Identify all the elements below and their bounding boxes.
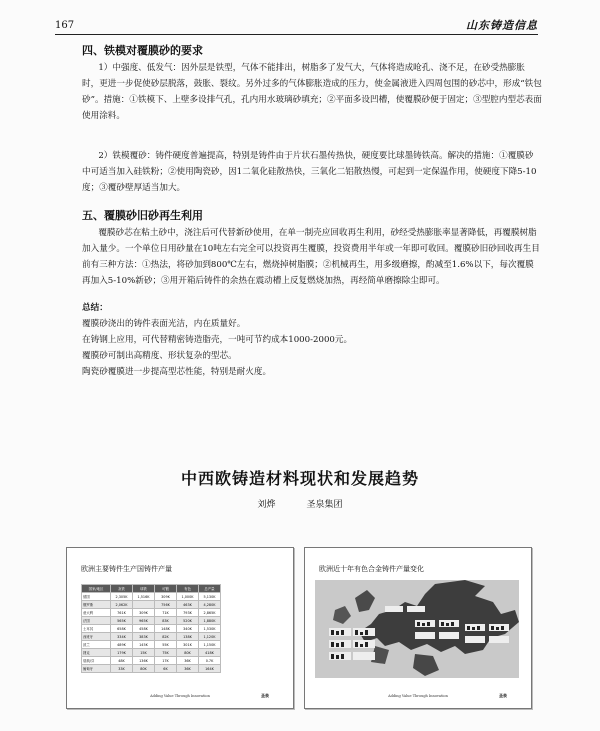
table-cell: 17K bbox=[155, 657, 177, 665]
table-row bbox=[82, 633, 221, 641]
table-cell: 1,120K bbox=[199, 633, 221, 641]
slide1-footer: Adding Value Through Innovation bbox=[150, 694, 210, 698]
table-cell: 383K bbox=[133, 633, 155, 641]
table-cell: 756K bbox=[155, 601, 177, 609]
table-cell: 36K bbox=[177, 657, 199, 665]
table-row bbox=[82, 641, 221, 649]
slide-production-table bbox=[66, 547, 294, 709]
table-cell: 179K bbox=[111, 649, 133, 657]
table-row bbox=[82, 617, 221, 625]
table-cell: 136K bbox=[133, 657, 155, 665]
table-cell: 波兰 bbox=[82, 641, 111, 649]
table-cell: 西班牙 bbox=[82, 633, 111, 641]
page-number: 167 bbox=[55, 20, 75, 31]
author-org: 圣泉集团 bbox=[306, 500, 343, 510]
table-cell: 75K bbox=[155, 649, 177, 657]
table-cell: 80K bbox=[133, 665, 155, 673]
table-cell: 2,865K bbox=[199, 609, 221, 617]
table-cell: 145K bbox=[133, 641, 155, 649]
column-header: 总产量 bbox=[199, 585, 221, 593]
table-cell: 761K bbox=[111, 609, 133, 617]
table-cell: 148K bbox=[155, 625, 177, 633]
table-cell: 458K bbox=[133, 625, 155, 633]
table-cell: 1,530K bbox=[199, 625, 221, 633]
table-cell: 6K bbox=[155, 665, 177, 673]
table-cell: 164K bbox=[199, 665, 221, 673]
table-cell: 489K bbox=[111, 641, 133, 649]
table-cell: 15K bbox=[133, 649, 155, 657]
section4-paragraph-2: 2）铁模覆砂：铸件硬度普遍提高，特别是铸件由于片状石墨传热快，硬度要比球墨铸铁高。解决的措施：①覆膜砂中可适当加入硅铁粉；②使用陶瓷砂，因1二氧化硅散热快，三氧化二铝散热慢，可起到一定保温作用，使硬度下降5-10度；③覆砂壁厚适当加大。 bbox=[82, 151, 537, 193]
table-header-row bbox=[82, 585, 221, 593]
table-row bbox=[82, 649, 221, 657]
slide2-footer: Adding Value Through Innovation bbox=[388, 694, 448, 698]
summary-line: 覆膜砂浇出的铸件表面光洁，内在质量好。 bbox=[82, 319, 246, 329]
slide2-title: 欧洲近十年有色合金铸件产量变化 bbox=[319, 565, 424, 573]
table-cell: 334K bbox=[111, 633, 133, 641]
table-cell: 48K bbox=[111, 657, 133, 665]
table-row bbox=[82, 601, 221, 609]
section5-heading: 五、覆膜砂旧砂再生利用 bbox=[82, 209, 203, 222]
table-body bbox=[82, 593, 221, 673]
table-cell: 301K bbox=[177, 641, 199, 649]
table-cell: 309K bbox=[155, 593, 177, 601]
table-cell bbox=[133, 601, 155, 609]
column-header: 可锻 bbox=[155, 585, 177, 593]
article-title: 中西欧铸造材料现状和发展趋势 bbox=[180, 469, 419, 488]
column-header: 灰铁 bbox=[111, 585, 133, 593]
table-cell: 80K bbox=[177, 649, 199, 657]
table-cell: 565K bbox=[111, 617, 133, 625]
byline bbox=[0, 497, 600, 510]
author-name: 刘烨 bbox=[257, 500, 276, 510]
table-cell: 55K bbox=[155, 641, 177, 649]
table-cell: 1,516K bbox=[133, 593, 155, 601]
table-cell: 1,150K bbox=[199, 641, 221, 649]
table-row bbox=[82, 625, 221, 633]
table-cell: 793K bbox=[177, 609, 199, 617]
table-cell: 瑞典/芬 bbox=[82, 657, 111, 665]
europe-map-image bbox=[315, 580, 519, 678]
table-cell: 1,000K bbox=[177, 593, 199, 601]
table-cell: 82K bbox=[155, 633, 177, 641]
table-cell: 340K bbox=[177, 625, 199, 633]
table-row bbox=[82, 609, 221, 617]
table-cell: 463K bbox=[177, 601, 199, 609]
table-cell: 意大利 bbox=[82, 609, 111, 617]
table-cell: 土耳其 bbox=[82, 625, 111, 633]
section4-paragraph-1: 1）中强度、低发气：因外层是铁型，气体不能排出，树脂多了发气大，气体将造成呛孔、浇不足，在砂受热膨胀时，更进一步促使砂层脱落，鼓胀、裂纹。另外过多的气体膨胀造成的压力，使金属液进入四周包围的砂芯中，形成“铁包砂”。措施：①铁模下、上壁多设排气孔，孔内用水玻璃砂填充；②平面多设凹槽，使覆膜砂便于固定；③型腔内型芯表面使用涂料。 bbox=[82, 63, 542, 121]
table-cell: 葡萄牙 bbox=[82, 665, 111, 673]
table-cell: 俄罗斯 bbox=[82, 601, 111, 609]
table-cell: 520K bbox=[177, 617, 199, 625]
table-cell: 965K bbox=[133, 617, 155, 625]
column-header: 球铁 bbox=[133, 585, 155, 593]
table-row bbox=[82, 657, 221, 665]
slide-europe-map bbox=[304, 547, 532, 709]
table-cell: 德国 bbox=[82, 593, 111, 601]
summary-title: 总结： bbox=[82, 303, 108, 313]
table-row bbox=[82, 593, 221, 601]
table-cell: 2,062K bbox=[111, 601, 133, 609]
section5-paragraph-1: 覆膜砂芯在粘土砂中，浇注后可代替新砂使用，在单一制壳应回收再生利用，砂经受热膨胀率显著降低，再覆膜树脂加入量少。一个单位日用砂量在10吨左右完全可以投资再生覆膜，投资费用半年或一年即可收回。覆膜砂旧砂回收再生目前有三种方法：①热法，将砂加到800℃左右，燃烧掉树脂膜；②机械再生，用多级磨擦，酌减至1.6%以下，每次覆膜再加入5-10%新砂；③用开箱后铸件的余热在震动槽上反复燃烧加热，再经简单磨擦除尘即可。 bbox=[82, 228, 540, 286]
table-cell: 2,305K bbox=[111, 593, 133, 601]
table-cell: 0.7K bbox=[199, 657, 221, 665]
section4-heading: 四、铁模对覆膜砂的要求 bbox=[82, 44, 203, 57]
column-header: 有色 bbox=[177, 585, 199, 593]
production-table bbox=[81, 584, 221, 673]
table-cell: 33K bbox=[111, 665, 133, 673]
slide2-logo: 圣泉 bbox=[499, 693, 507, 698]
map-graphic bbox=[315, 580, 519, 678]
summary-line: 陶瓷砂覆膜进一步提高型芯性能，特别是耐火度。 bbox=[82, 367, 272, 377]
table-cell: 71K bbox=[155, 609, 177, 617]
table-cell: 138K bbox=[177, 633, 199, 641]
slide1-title: 欧洲主要铸件生产国铸件产量 bbox=[81, 565, 172, 573]
summary-block bbox=[82, 300, 352, 380]
table-cell: 法国 bbox=[82, 617, 111, 625]
table-cell: 5,130K bbox=[199, 593, 221, 601]
journal-brand: 山东铸造信息 bbox=[466, 19, 538, 32]
summary-line: 覆膜砂可制出高精度、形状复杂的型芯。 bbox=[82, 351, 237, 361]
table-cell: 83K bbox=[155, 617, 177, 625]
slide1-logo: 圣泉 bbox=[261, 693, 269, 698]
table-cell: 捷克 bbox=[82, 649, 111, 657]
table-cell: 4,280K bbox=[199, 601, 221, 609]
table-cell: 418K bbox=[199, 649, 221, 657]
column-header: 国家/地区 bbox=[82, 585, 111, 593]
table-cell: 1,880K bbox=[199, 617, 221, 625]
table-cell: 658K bbox=[111, 625, 133, 633]
header-rule bbox=[55, 34, 538, 35]
summary-line: 在铸钢上应用，可代替精密铸造脂壳，一吨可节约成本1000-2000元。 bbox=[82, 335, 353, 345]
table-cell: 309K bbox=[133, 609, 155, 617]
table-row bbox=[82, 665, 221, 673]
table-cell: 36K bbox=[177, 665, 199, 673]
